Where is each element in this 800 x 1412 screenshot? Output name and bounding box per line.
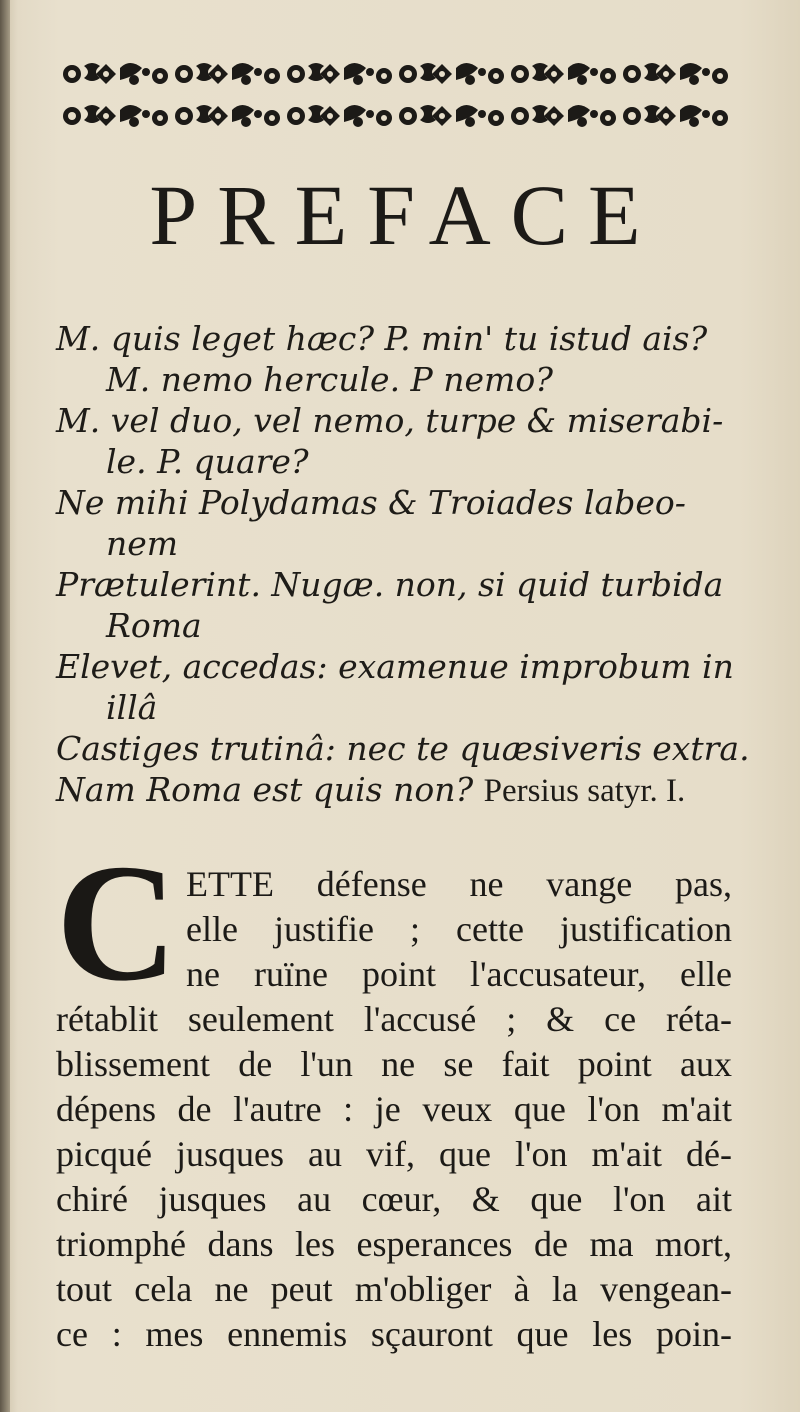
prose-line: ne ruïne point l'accusateur, elle bbox=[186, 954, 732, 994]
verse-line: M. quis leget hæc? P. min' tu istud ais? bbox=[56, 319, 708, 358]
verse-line: M. nemo hercule. P nemo? bbox=[106, 360, 553, 399]
drop-cap: C bbox=[56, 830, 178, 1016]
body-text bbox=[56, 862, 732, 1357]
verse-line: Prætulerint. Nugæ. non, si quid turbida bbox=[56, 565, 724, 604]
decorative-headpiece bbox=[58, 58, 734, 140]
verse-line: Elevet, accedas: examenue improbum in bbox=[56, 647, 734, 686]
prose-line: dépens de l'autre : je veux que l'on m'ait bbox=[56, 1089, 732, 1129]
verse-line: M. vel duo, vel nemo, turpe & miserabi- bbox=[56, 401, 724, 440]
verse-line-with-citation bbox=[56, 769, 746, 810]
prose-line: ETTE défense ne vange pas, bbox=[186, 864, 732, 904]
verse-line: Roma bbox=[106, 606, 202, 645]
prose-line: chiré jusques au cœur, & que l'on ait bbox=[56, 1179, 732, 1219]
prose-line: elle justifie ; cette justification bbox=[186, 909, 732, 949]
verse-line: illâ bbox=[106, 688, 158, 727]
verse-line: le. P. quare? bbox=[106, 442, 309, 481]
prose-line: ce : mes ennemis sçauront que les poin- bbox=[56, 1314, 732, 1354]
verse-line: Castiges trutinâ: nec te quæsiveris extra. bbox=[56, 729, 750, 768]
citation: Persius satyr. I. bbox=[483, 773, 686, 809]
verse-line: nem bbox=[106, 524, 179, 563]
verse-text: Nam Roma est quis non? bbox=[56, 770, 474, 809]
page-title: PREFACE bbox=[149, 167, 661, 263]
verse-line: Ne mihi Polydamas & Troiades labeo- bbox=[56, 483, 686, 522]
prose-line: picqué jusques au vif, que l'on m'ait dé- bbox=[56, 1134, 732, 1174]
prose-line: tout cela ne peut m'obliger à la vengean- bbox=[56, 1269, 732, 1309]
prose-line: blissement de l'un ne se fait point aux bbox=[56, 1044, 732, 1084]
prose-line: triomphé dans les esperances de ma mort, bbox=[56, 1224, 732, 1264]
prose-line: rétablit seulement l'accusé ; & ce réta- bbox=[56, 999, 732, 1039]
latin-epigraph bbox=[56, 318, 750, 810]
